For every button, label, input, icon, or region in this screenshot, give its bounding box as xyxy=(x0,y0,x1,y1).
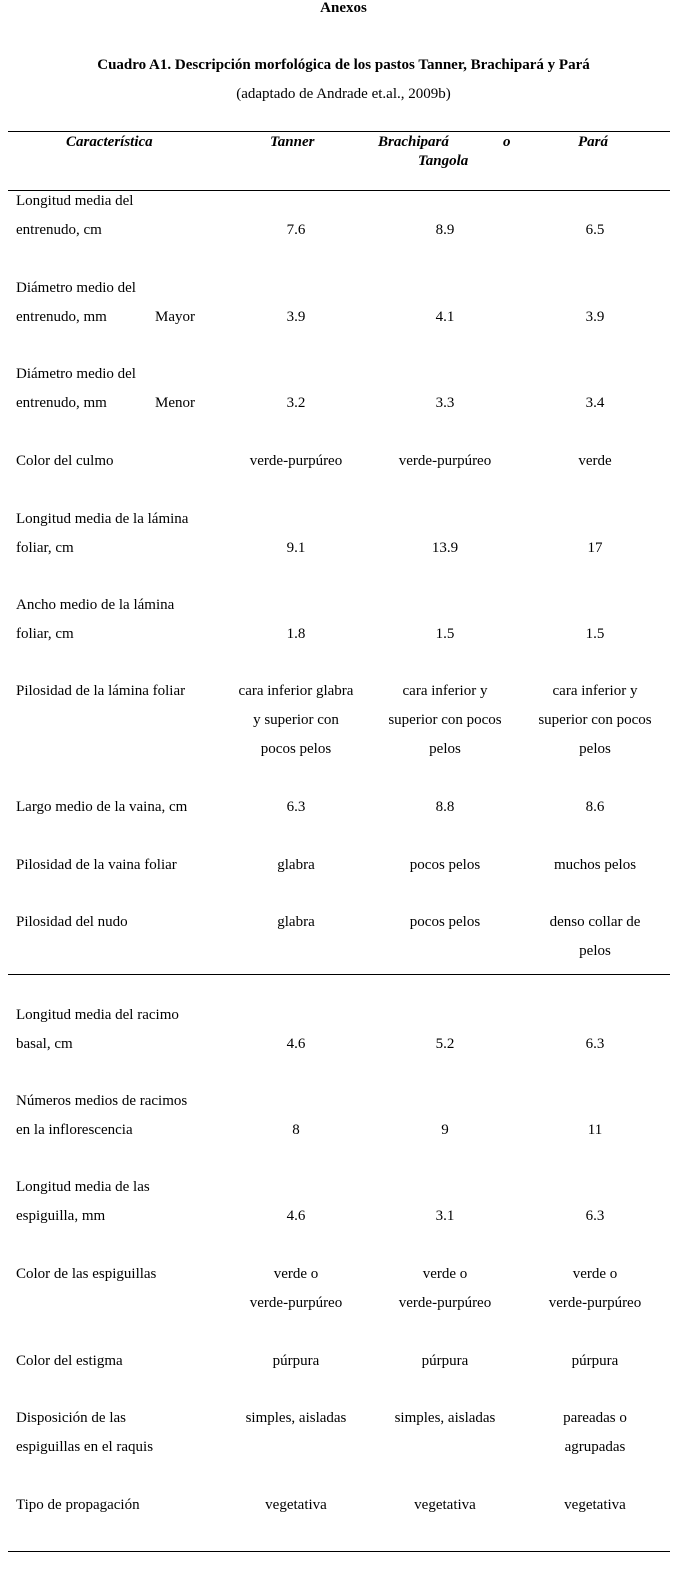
cell-para: pelos xyxy=(579,943,611,959)
row-label-line2: entrenudo, mm xyxy=(16,395,107,411)
header-brachipara: Brachipará xyxy=(378,134,449,150)
cell-brachipara: púrpura xyxy=(421,1353,469,1369)
row-label-line2: foliar, cm xyxy=(16,540,74,556)
cell-para: cara inferior y xyxy=(552,683,638,699)
row-label-line2: entrenudo, mm xyxy=(16,309,107,325)
table-bottom-rule xyxy=(8,1551,670,1552)
table-title: Cuadro A1. Descripción morfológica de los pastos Tanner, Brachipará y Pará xyxy=(97,57,590,73)
cell-brachipara: 1.5 xyxy=(435,626,455,642)
cell-tanner: vegetativa xyxy=(265,1497,327,1513)
cell-para: 8.6 xyxy=(585,799,605,815)
row-label-line2: espiguilla, mm xyxy=(16,1208,106,1224)
row-label-line2: entrenudo, cm xyxy=(16,222,102,238)
cell-para: muchos pelos xyxy=(553,857,637,873)
cell-brachipara: 3.1 xyxy=(435,1208,455,1224)
cell-brachipara: 13.9 xyxy=(431,540,459,556)
cell-tanner: glabra xyxy=(277,914,315,930)
row-label-line2: foliar, cm xyxy=(16,626,74,642)
cell-tanner: y superior con xyxy=(253,712,339,728)
cell-brachipara: 9 xyxy=(441,1122,449,1138)
cell-brachipara: pelos xyxy=(429,741,461,757)
cell-tanner: pocos pelos xyxy=(260,741,332,757)
cell-para: verde-purpúreo xyxy=(548,1295,642,1311)
row-label: Ancho medio de la lámina xyxy=(16,597,175,613)
cell-para: 1.5 xyxy=(585,626,605,642)
header-tangola: Tangola xyxy=(418,153,469,169)
row-label: Números medios de racimos xyxy=(16,1093,188,1109)
cell-tanner: cara inferior glabra xyxy=(238,683,354,699)
row-label: Longitud media del racimo xyxy=(16,1007,179,1023)
row-label-qualifier: Mayor xyxy=(155,309,195,325)
row-label: Diámetro medio del xyxy=(16,366,136,382)
cell-para: denso collar de xyxy=(549,914,641,930)
cell-para: 11 xyxy=(587,1122,603,1138)
cell-tanner: 3.9 xyxy=(286,309,306,325)
cell-para: 17 xyxy=(587,540,603,556)
row-label: Diámetro medio del xyxy=(16,280,136,296)
cell-para: pelos xyxy=(579,741,611,757)
cell-para: 3.9 xyxy=(585,309,605,325)
cell-brachipara: pocos pelos xyxy=(409,914,481,930)
row-label-qualifier: Menor xyxy=(155,395,195,411)
row-label-line2: basal, cm xyxy=(16,1036,73,1052)
header-feature: Característica xyxy=(66,134,153,150)
cell-brachipara: verde o xyxy=(422,1266,468,1282)
cell-brachipara: superior con pocos xyxy=(388,712,502,728)
cell-brachipara: simples, aisladas xyxy=(394,1410,496,1426)
header-tanner: Tanner xyxy=(270,134,315,150)
header-para: Pará xyxy=(578,134,608,150)
cell-tanner: 9.1 xyxy=(286,540,306,556)
cell-brachipara: verde-purpúreo xyxy=(398,1295,492,1311)
cell-tanner: 4.6 xyxy=(286,1208,306,1224)
cell-para: pareadas o xyxy=(563,1410,627,1426)
cell-para: agrupadas xyxy=(564,1439,626,1455)
row-label: Color del estigma xyxy=(16,1353,123,1369)
cell-brachipara: 8.8 xyxy=(435,799,455,815)
cell-para: 6.5 xyxy=(585,222,605,238)
row-label: Color del culmo xyxy=(16,453,114,469)
row-label: Longitud media del xyxy=(16,193,134,209)
row-label-line2: espiguillas en el raquis xyxy=(16,1439,154,1455)
cell-para: 3.4 xyxy=(585,395,605,411)
cell-brachipara: 8.9 xyxy=(435,222,455,238)
row-label-line2: en la inflorescencia xyxy=(16,1122,133,1138)
row-label: Largo medio de la vaina, cm xyxy=(16,799,188,815)
row-label: Pilosidad de la lámina foliar xyxy=(16,683,186,699)
cell-tanner: 7.6 xyxy=(286,222,306,238)
cell-para: superior con pocos xyxy=(538,712,652,728)
table-source: (adaptado de Andrade et.al., 2009b) xyxy=(236,86,451,102)
cell-brachipara: cara inferior y xyxy=(402,683,488,699)
cell-para: 6.3 xyxy=(585,1036,605,1052)
table-top-rule xyxy=(8,131,670,132)
cell-tanner: 8 xyxy=(292,1122,300,1138)
row-label: Longitud media de la lámina xyxy=(16,511,189,527)
header-brachipara-or: o xyxy=(503,134,511,150)
row-label: Color de las espiguillas xyxy=(16,1266,157,1282)
cell-tanner: púrpura xyxy=(272,1353,320,1369)
cell-tanner: 1.8 xyxy=(286,626,306,642)
section-rule xyxy=(8,974,670,975)
cell-tanner: 3.2 xyxy=(286,395,306,411)
cell-brachipara: verde-purpúreo xyxy=(398,453,492,469)
row-label: Longitud media de las xyxy=(16,1179,150,1195)
cell-tanner: simples, aisladas xyxy=(245,1410,347,1426)
cell-brachipara: 5.2 xyxy=(435,1036,455,1052)
cell-para: 6.3 xyxy=(585,1208,605,1224)
page-heading: Anexos xyxy=(320,0,367,16)
row-label: Disposición de las xyxy=(16,1410,126,1426)
row-label: Pilosidad del nudo xyxy=(16,914,128,930)
cell-para: verde xyxy=(578,453,612,469)
cell-brachipara: vegetativa xyxy=(414,1497,476,1513)
cell-tanner: glabra xyxy=(277,857,315,873)
cell-tanner: verde-purpúreo xyxy=(249,1295,343,1311)
row-label: Tipo de propagación xyxy=(16,1497,140,1513)
cell-para: vegetativa xyxy=(564,1497,626,1513)
cell-tanner: 4.6 xyxy=(286,1036,306,1052)
cell-brachipara: 4.1 xyxy=(435,309,455,325)
cell-tanner: verde o xyxy=(273,1266,319,1282)
cell-brachipara: pocos pelos xyxy=(409,857,481,873)
cell-para: púrpura xyxy=(571,1353,619,1369)
row-label: Pilosidad de la vaina foliar xyxy=(16,857,177,873)
cell-para: verde o xyxy=(572,1266,618,1282)
cell-tanner: 6.3 xyxy=(286,799,306,815)
cell-tanner: verde-purpúreo xyxy=(249,453,343,469)
cell-brachipara: 3.3 xyxy=(435,395,455,411)
